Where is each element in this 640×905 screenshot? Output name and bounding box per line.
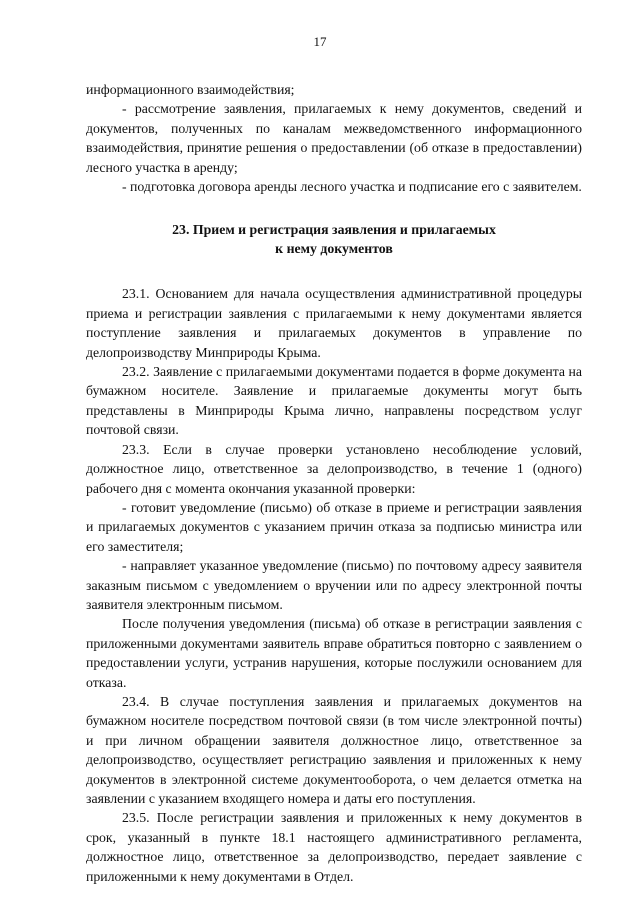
section-heading-line: 23. Прием и регистрация заявления и прилагаемых — [172, 222, 496, 238]
document-body — [86, 80, 582, 886]
page-number: 17 — [313, 34, 327, 49]
body-paragraph: 23.4. В случае поступления заявления и прилагаемых документов на бумажном носителе посредством почтовой связи (в том числе электронной почты) и при личном обращении заявителя должностное лицо, ответственное за делопроизводство, осуществляет регистрацию заявления и приложенных к нему документов в электронной системе документооборота, о чем делается отметка на заявлении с указанием входящего номера и даты его поступления. — [86, 693, 582, 806]
body-list-item: - готовит уведомление (письмо) об отказе в приеме и регистрации заявления и прилагаемых документов с указанием причин отказа за подписью министра или его заместителя; — [86, 499, 582, 554]
body-paragraph: 23.1. Основанием для начала осуществления административной процедуры приема и регистрации заявления с прилагаемыми к нему документами является поступление заявления и прилагаемых документов в управление по делопроизводству Минприроды Крыма. — [86, 286, 582, 360]
section-heading-line: к нему документов — [275, 241, 393, 257]
body-paragraph: 23.3. Если в случае проверки установлено несоблюдение условий, должностное лицо, ответственное за делопроизводство, в течение 1 (одного) рабочего дня с момента окончания указанной проверки: — [86, 441, 582, 496]
body-paragraph: 23.5. После регистрации заявления и приложенных к нему документов в срок, указанный в пункте 18.1 настоящего административного регламента, должностное лицо, ответственное за делопроизводство, передает заявление с приложенными к нему документами в Отдел. — [86, 810, 582, 884]
intro-list-item: - подготовка договора аренды лесного участка и подписание его с заявителем. — [122, 179, 582, 195]
section-heading — [86, 220, 582, 258]
intro-list-item: - рассмотрение заявления, прилагаемых к нему документов, сведений и документов, полученных по каналам межведомственного информационного взаимодействия, принятие решения о предоставлении (об отказе в предоставлении) лесного участка в аренду; — [86, 101, 582, 175]
body-paragraph: После получения уведомления (письма) об отказе в регистрации заявления с приложенными документами заявитель вправе обратиться повторно с заявлением о предоставлении услуги, устранив нарушения, которые послужили основанием для отказа. — [86, 616, 582, 690]
intro-paragraph: информационного взаимодействия; — [86, 82, 295, 97]
body-paragraph: 23.2. Заявление с прилагаемыми документами подается в форме документа на бумажном носителе. Заявление и прилагаемые документы могут быть представлены в Минприроды Крыма лично, направлены посредством услуг почтовой связи. — [86, 364, 582, 438]
body-list-item: - направляет указанное уведомление (письмо) по почтовому адресу заявителя заказным письмом с уведомлением о вручении или по адресу электронной почты заявителя электронным письмом. — [86, 558, 582, 612]
